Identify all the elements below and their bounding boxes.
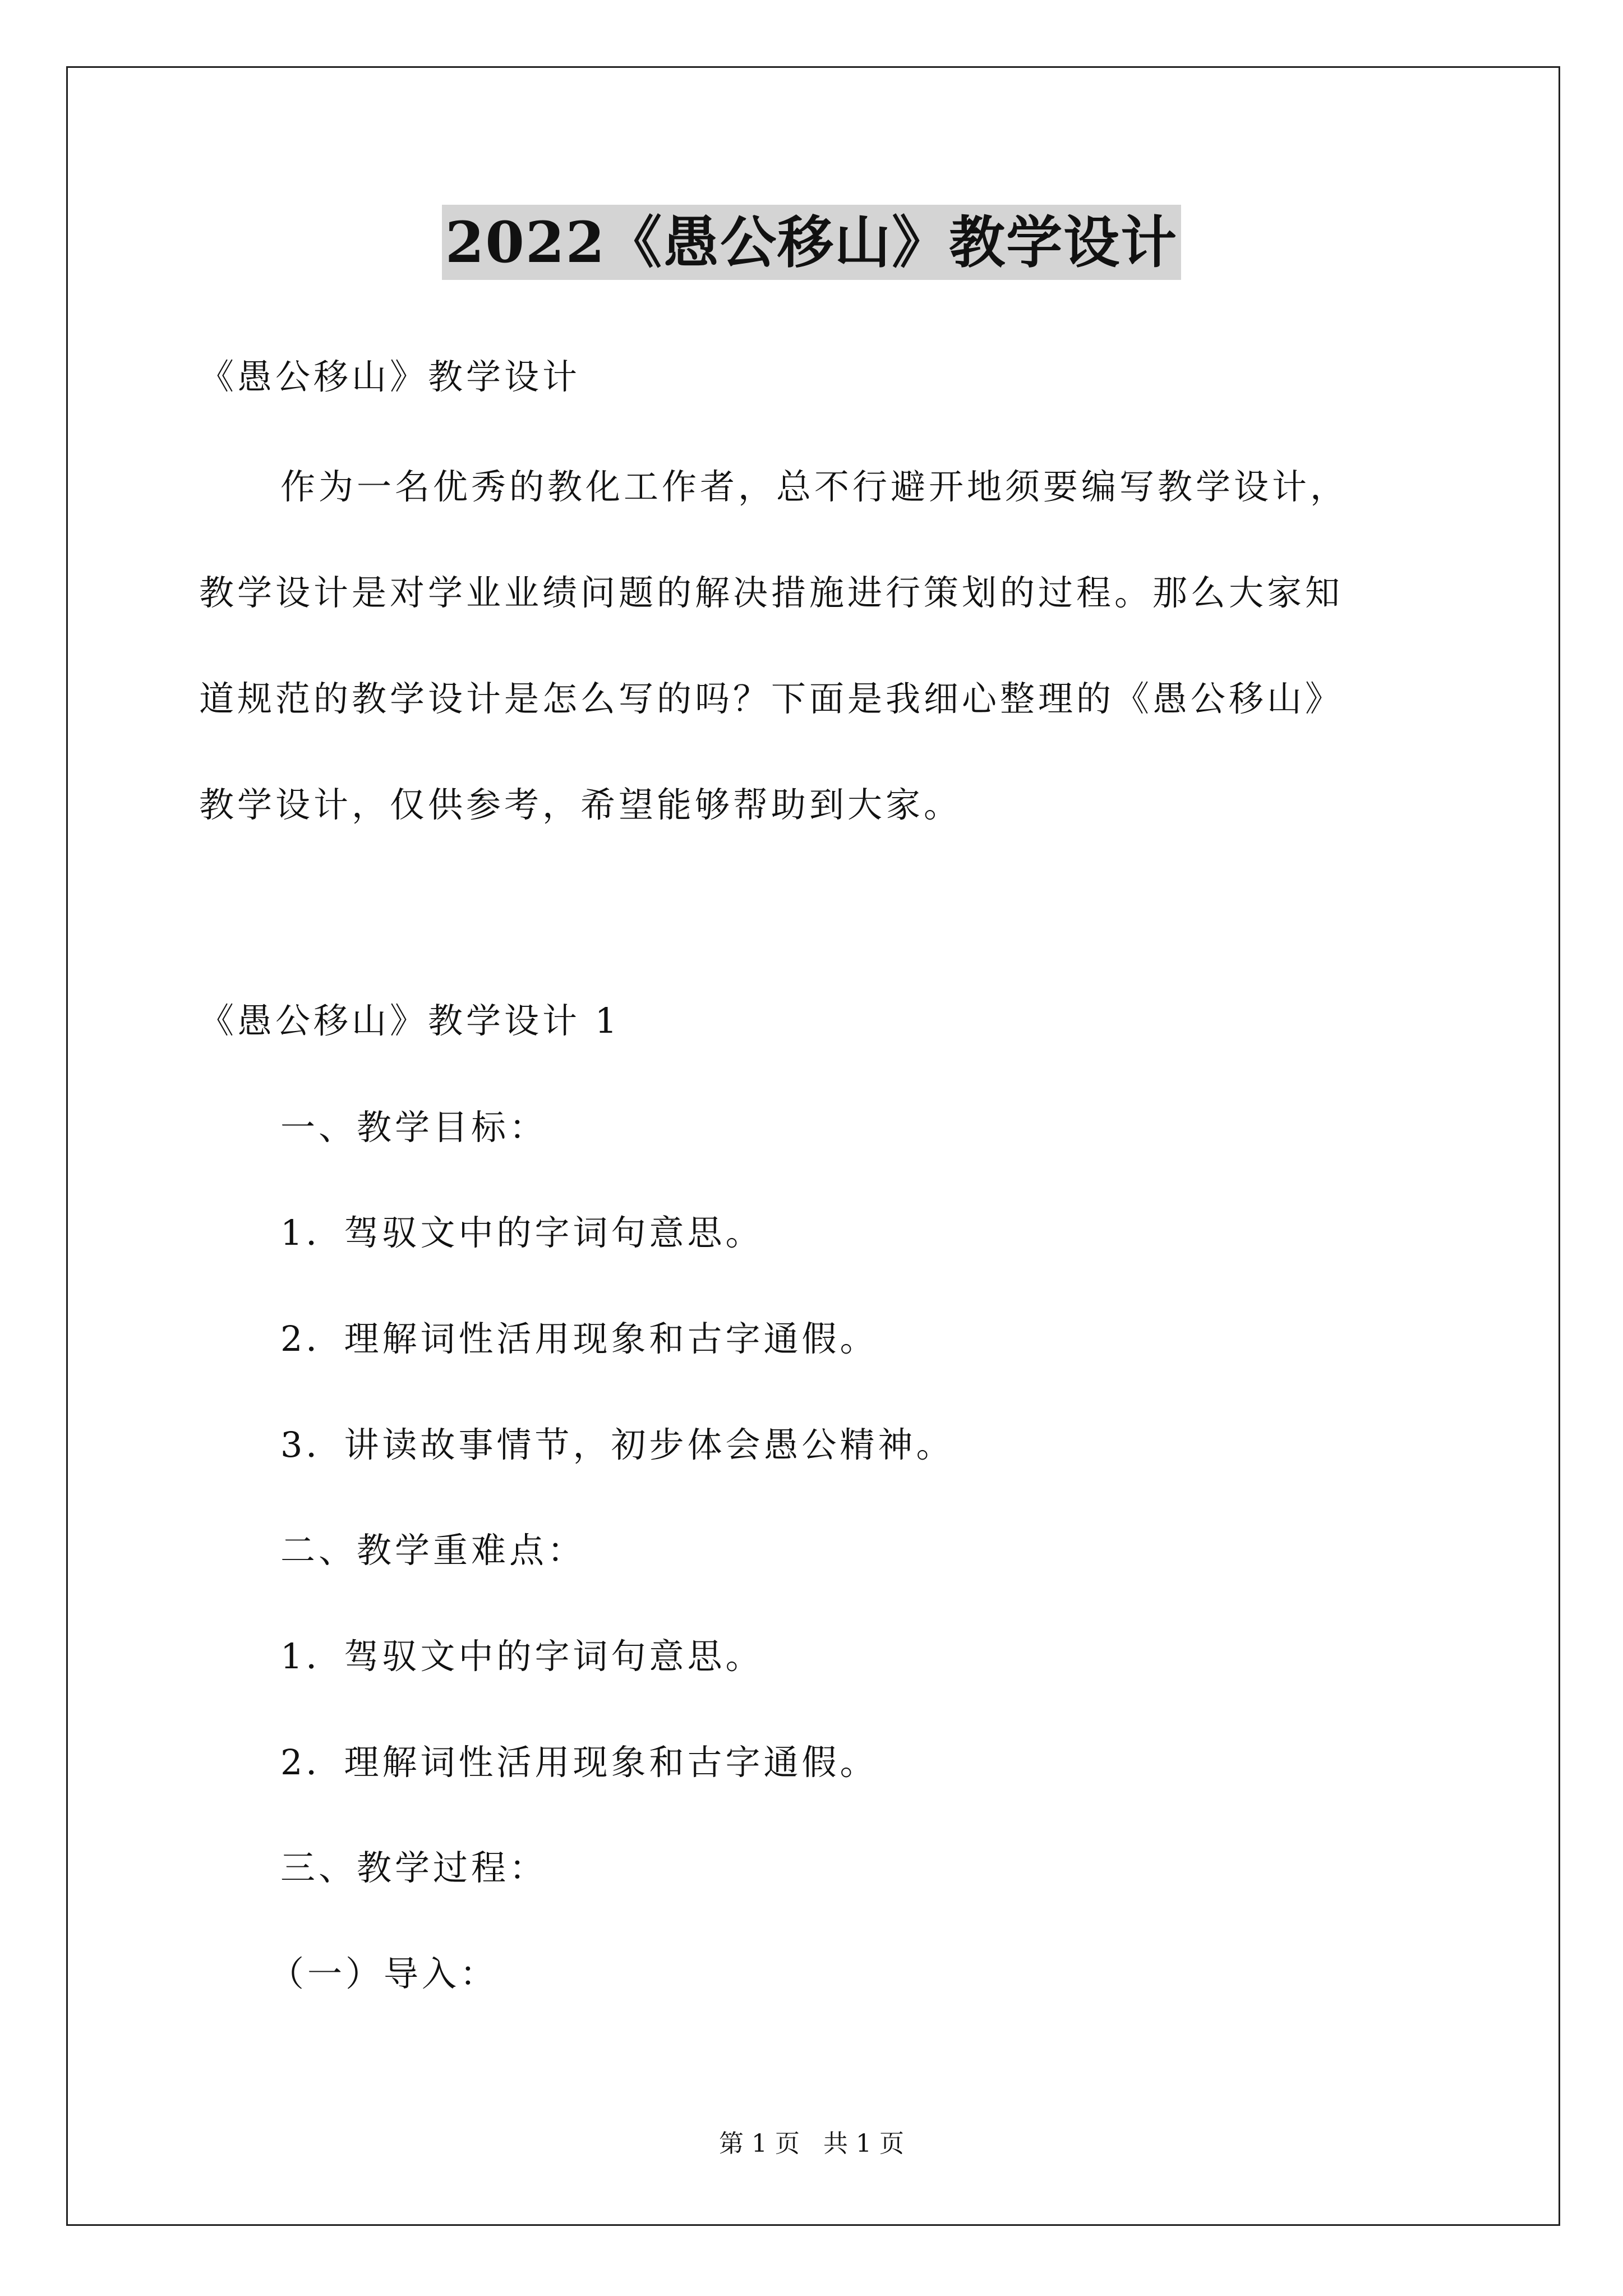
intro-line-1: 作为一名优秀的教化工作者，总不行避开地须要编写教学设计， — [280, 466, 1349, 507]
subtitle: 《愚公移山》教学设计 — [199, 356, 581, 397]
process-subheading: （一）导入： — [269, 1953, 499, 1994]
intro-line-2: 教学设计是对学业业绩问题的解决措施进行策划的过程。那么大家知 — [199, 572, 1344, 613]
objective-item: 2．理解词性活用现象和古字通假。 — [280, 1318, 878, 1359]
objective-item: 1．驾驭文中的字词句意思。 — [280, 1212, 764, 1253]
heading-objectives: 一、教学目标： — [280, 1107, 548, 1148]
heading-process: 三、教学过程： — [280, 1847, 548, 1888]
document-title: 2022《愚公移山》教学设计 — [442, 205, 1181, 280]
document-title-block — [0, 205, 1623, 280]
objective-item: 3．讲读故事情节，初步体会愚公精神。 — [280, 1424, 955, 1465]
intro-line-3: 道规范的教学设计是怎么写的吗？下面是我细心整理的《愚公移山》 — [199, 678, 1344, 719]
key-point-item: 1．驾驭文中的字词句意思。 — [280, 1636, 764, 1677]
section-title: 《愚公移山》教学设计 1 — [199, 1000, 621, 1041]
page-footer: 第 1 页 共 1 页 — [719, 2129, 904, 2158]
intro-line-4: 教学设计，仅供参考，希望能够帮助到大家。 — [199, 784, 962, 825]
key-point-item: 2．理解词性活用现象和古字通假。 — [280, 1742, 878, 1783]
heading-key-points: 二、教学重难点： — [280, 1530, 586, 1571]
